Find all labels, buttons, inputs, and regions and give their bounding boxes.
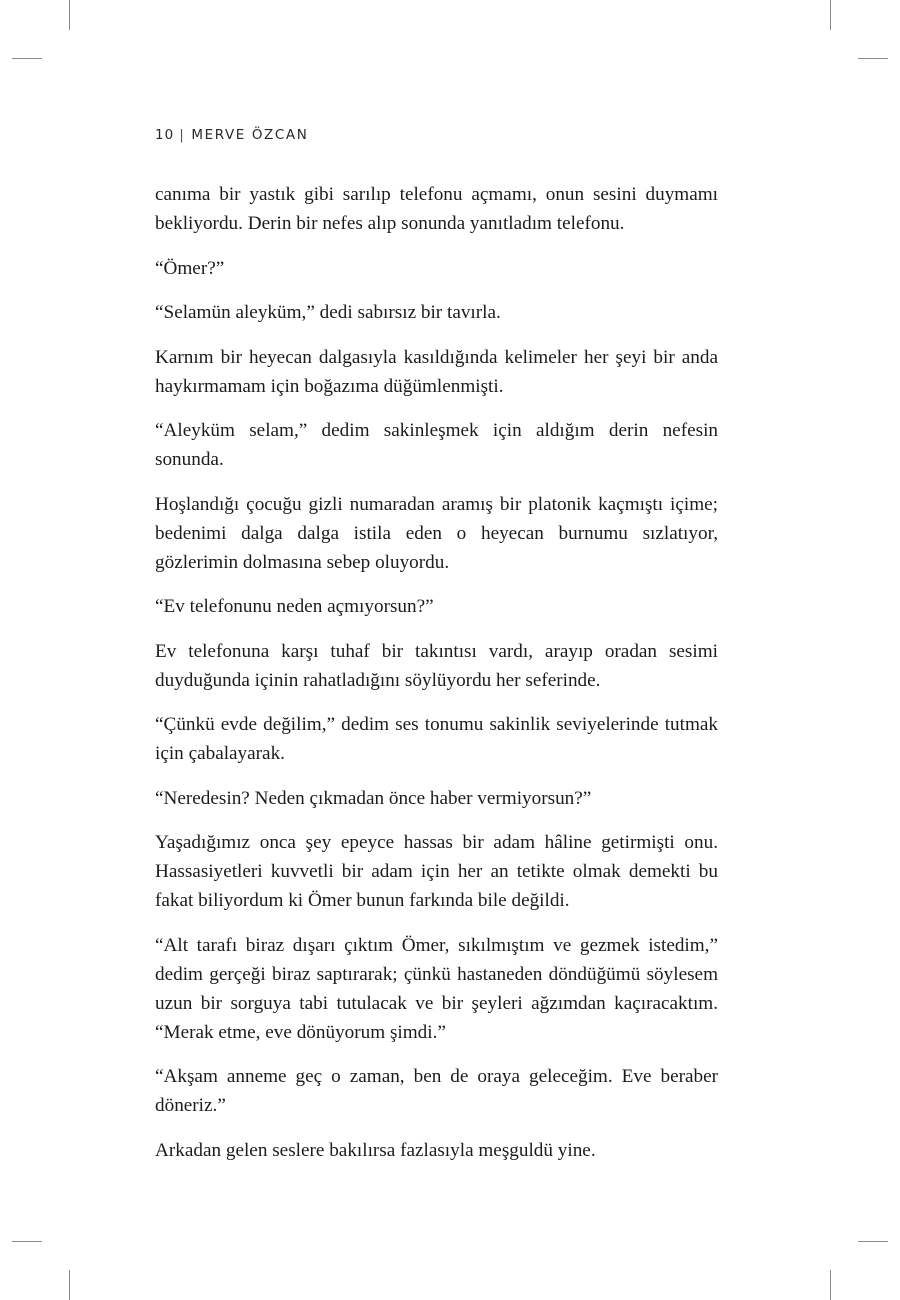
paragraph: Karnım bir heyecan dalgasıyla kasıldığında kelimeler her şeyi bir anda haykırmamam için boğazıma düğümlenmişti. (155, 346, 718, 397)
header-separator: | (179, 127, 186, 143)
crop-mark-top-right (830, 0, 831, 30)
paragraph: Arkadan gelen seslere bakılırsa fazlasıyla meşguldü yine. (155, 1139, 596, 1161)
crop-mark-bottom-left (69, 1270, 70, 1300)
author-name: MERVE ÖZCAN (191, 127, 309, 143)
crop-mark-right-top (858, 58, 888, 59)
crop-mark-right-bottom (858, 1241, 888, 1242)
paragraph: “Ev telefonunu neden açmıyorsun?” (155, 596, 434, 617)
paragraph: “Alt tarafı biraz dışarı çıktım Ömer, sıkılmıştım ve gezmek istedim,” dedim gerçeği biraz saptırarak; çünkü hastaneden döndüğümü söylesem uzun bir sorguya tabi tutulacak ve bir şeyleri ağzımdan kaçıracaktım. “Merak etme, eve dönüyorum şimdi.” (155, 934, 718, 1043)
crop-mark-bottom-right (830, 1270, 831, 1300)
paragraph: “Neredesin? Neden çıkmadan önce haber vermiyorsun?” (155, 787, 592, 809)
paragraph: Yaşadığımız onca şey epeyce hassas bir adam hâline getirmişti onu. Hassasiyetleri kuvvetli bir adam için her an tetikte olmak demekti bu fakat biliyordum ki Ömer bunun farkında bile değildi. (155, 832, 718, 911)
running-header (155, 127, 308, 143)
crop-mark-top-left (69, 0, 70, 30)
crop-mark-left-bottom (12, 1241, 42, 1242)
paragraph: Ev telefonuna karşı tuhaf bir takıntısı vardı, arayıp oradan sesimi duyduğunda içinin rahatladığını söylüyordu her seferinde. (155, 640, 718, 691)
paragraph: canıma bir yastık gibi sarılıp telefonu açmamı, onun sesini duymamı bekliyordu. Derin bir nefes alıp sonunda yanıtladım telefonu. (155, 184, 718, 234)
paragraph: “Akşam anneme geç o zaman, ben de oraya geleceğim. Eve beraber döneriz.” (155, 1066, 718, 1116)
crop-mark-left-top (12, 58, 42, 59)
paragraph: “Selamün aleyküm,” dedi sabırsız bir tavırla. (155, 302, 501, 323)
paragraph: Hoşlandığı çocuğu gizli numaradan aramış bir platonik kaçmıştı içime; bedenimi dalga dalga istila eden o heyecan burnumu sızlatıyor, gözlerimin dolmasına sebep oluyordu. (155, 493, 718, 573)
body-text (155, 180, 718, 1180)
paragraph: “Aleyküm selam,” dedim sakinleşmek için aldığım derin nefesin sonunda. (155, 420, 718, 470)
paragraph: “Çünkü evde değilim,” dedim ses tonumu sakinlik seviyelerinde tutmak için çabalayarak. (155, 714, 718, 764)
paragraph: “Ömer?” (155, 257, 225, 279)
page-number: 10 (155, 127, 175, 143)
